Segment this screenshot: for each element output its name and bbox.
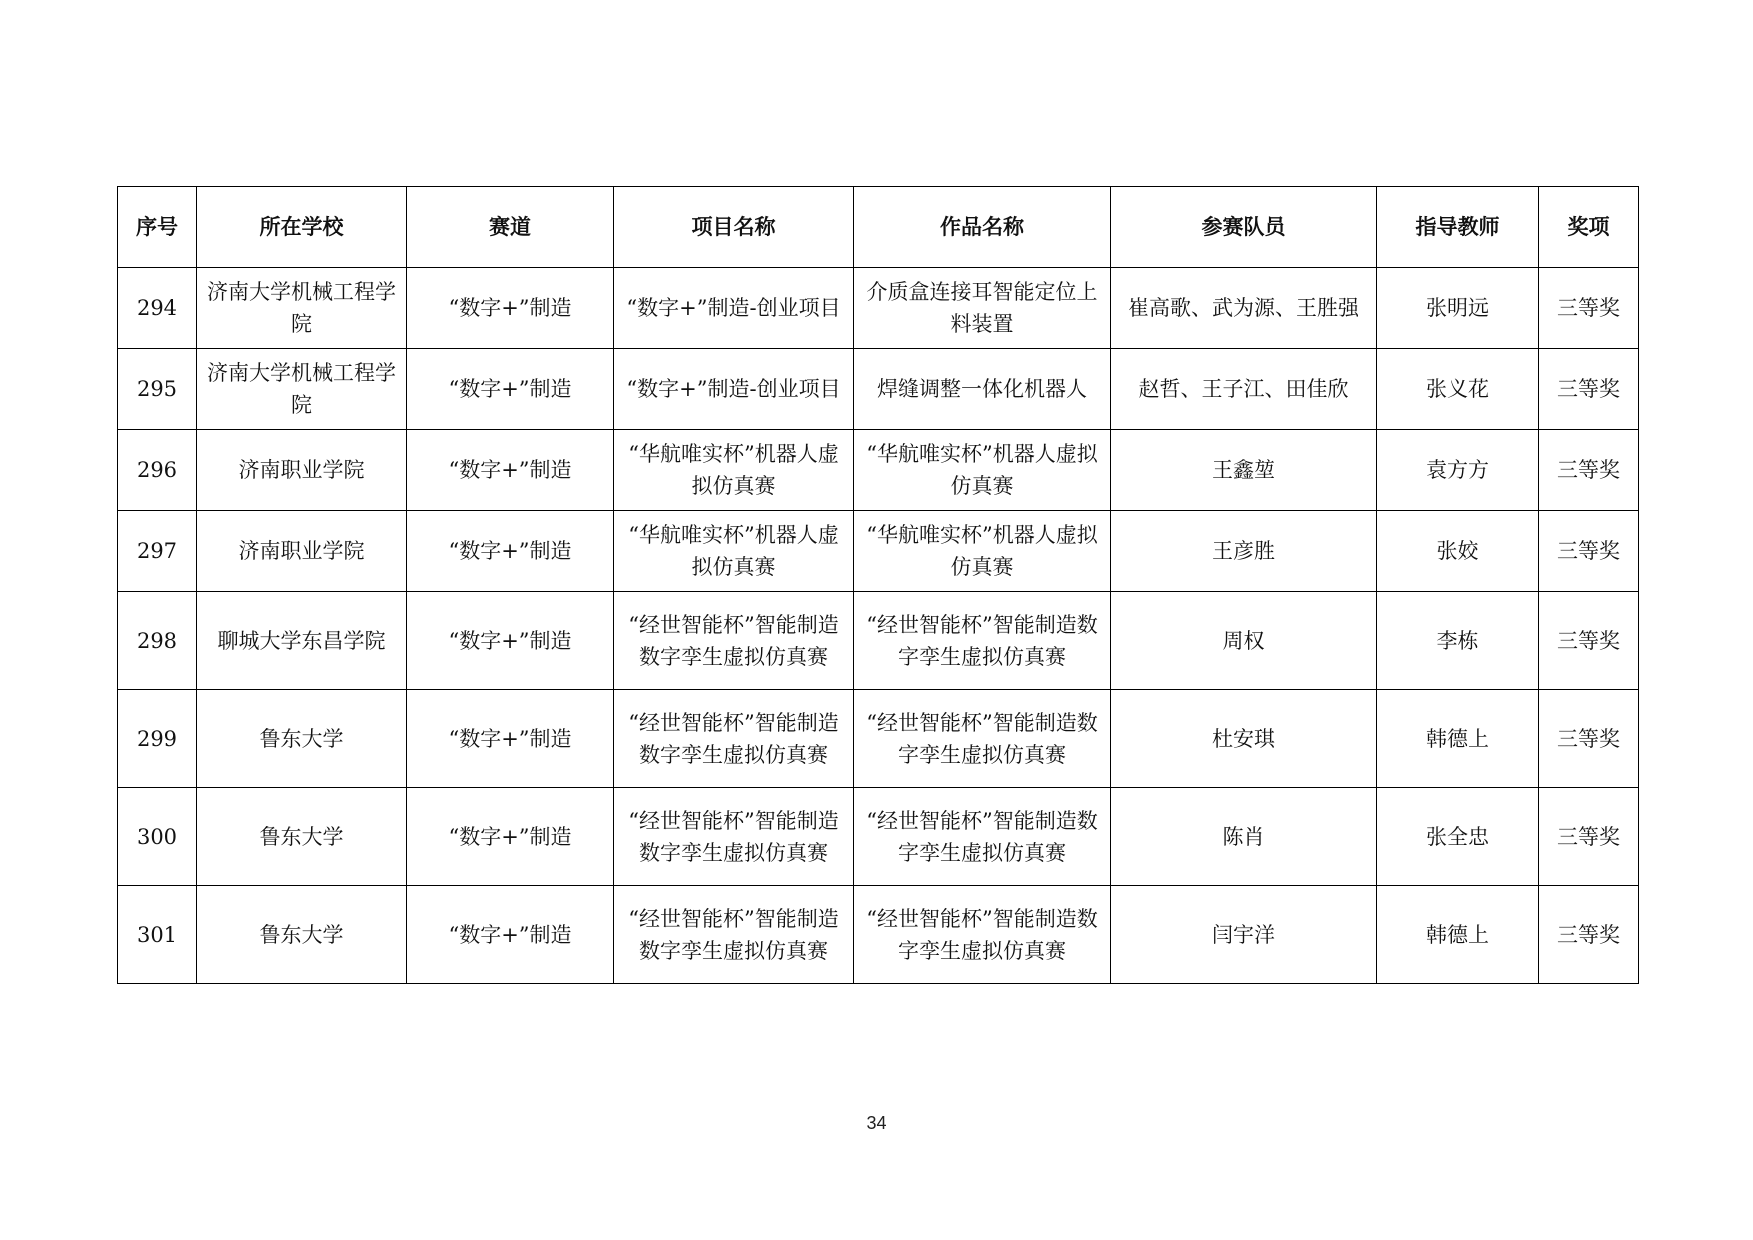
header-members: 参赛队员: [1111, 187, 1377, 268]
cell-school: 鲁东大学: [197, 690, 407, 788]
header-school: 所在学校: [197, 187, 407, 268]
table-row: [118, 788, 1639, 886]
cell-members: 陈肖: [1111, 788, 1377, 886]
cell-teacher: 张全忠: [1377, 788, 1539, 886]
cell-teacher: 袁方方: [1377, 430, 1539, 511]
cell-track: “数字+”制造: [407, 886, 614, 984]
cell-teacher: 韩德上: [1377, 886, 1539, 984]
cell-award: 三等奖: [1539, 268, 1639, 349]
cell-project: “数字+”制造-创业项目: [614, 268, 854, 349]
cell-award: 三等奖: [1539, 592, 1639, 690]
cell-school: 鲁东大学: [197, 886, 407, 984]
cell-school: 聊城大学东昌学院: [197, 592, 407, 690]
header-project: 项目名称: [614, 187, 854, 268]
table-header-row: [118, 187, 1639, 268]
cell-track: “数字+”制造: [407, 349, 614, 430]
header-teacher: 指导教师: [1377, 187, 1539, 268]
header-track: 赛道: [407, 187, 614, 268]
cell-teacher: 张义花: [1377, 349, 1539, 430]
cell-work: 介质盒连接耳智能定位上料装置: [854, 268, 1111, 349]
table-row: [118, 268, 1639, 349]
table-row: [118, 690, 1639, 788]
cell-track: “数字+”制造: [407, 268, 614, 349]
cell-teacher: 韩德上: [1377, 690, 1539, 788]
awards-table: [117, 186, 1639, 984]
cell-track: “数字+”制造: [407, 592, 614, 690]
cell-school: 济南职业学院: [197, 511, 407, 592]
table-row: [118, 349, 1639, 430]
cell-no: 294: [118, 268, 197, 349]
table-row: [118, 886, 1639, 984]
cell-work: “华航唯实杯”机器人虚拟仿真赛: [854, 511, 1111, 592]
cell-members: 崔高歌、武为源、王胜强: [1111, 268, 1377, 349]
cell-teacher: 李栋: [1377, 592, 1539, 690]
cell-school: 济南大学机械工程学院: [197, 349, 407, 430]
cell-members: 周权: [1111, 592, 1377, 690]
cell-teacher: 张姣: [1377, 511, 1539, 592]
cell-work: 焊缝调整一体化机器人: [854, 349, 1111, 430]
cell-members: 王彦胜: [1111, 511, 1377, 592]
cell-award: 三等奖: [1539, 788, 1639, 886]
cell-no: 296: [118, 430, 197, 511]
cell-project: “经世智能杯”智能制造数字孪生虚拟仿真赛: [614, 886, 854, 984]
cell-track: “数字+”制造: [407, 511, 614, 592]
cell-track: “数字+”制造: [407, 788, 614, 886]
table-row: [118, 430, 1639, 511]
cell-project: “数字+”制造-创业项目: [614, 349, 854, 430]
cell-no: 295: [118, 349, 197, 430]
cell-award: 三等奖: [1539, 886, 1639, 984]
table-row: [118, 511, 1639, 592]
cell-members: 闫宇洋: [1111, 886, 1377, 984]
cell-award: 三等奖: [1539, 690, 1639, 788]
cell-award: 三等奖: [1539, 430, 1639, 511]
cell-project: “经世智能杯”智能制造数字孪生虚拟仿真赛: [614, 690, 854, 788]
cell-no: 300: [118, 788, 197, 886]
cell-school: 济南职业学院: [197, 430, 407, 511]
page-number: 34: [866, 1113, 887, 1133]
header-award: 奖项: [1539, 187, 1639, 268]
table-row: [118, 592, 1639, 690]
cell-project: “华航唯实杯”机器人虚拟仿真赛: [614, 511, 854, 592]
cell-track: “数字+”制造: [407, 430, 614, 511]
cell-work: “经世智能杯”智能制造数字孪生虚拟仿真赛: [854, 886, 1111, 984]
cell-project: “经世智能杯”智能制造数字孪生虚拟仿真赛: [614, 788, 854, 886]
cell-no: 301: [118, 886, 197, 984]
cell-teacher: 张明远: [1377, 268, 1539, 349]
cell-work: “经世智能杯”智能制造数字孪生虚拟仿真赛: [854, 592, 1111, 690]
cell-school: 鲁东大学: [197, 788, 407, 886]
cell-no: 299: [118, 690, 197, 788]
cell-no: 297: [118, 511, 197, 592]
cell-members: 杜安琪: [1111, 690, 1377, 788]
cell-no: 298: [118, 592, 197, 690]
cell-school: 济南大学机械工程学院: [197, 268, 407, 349]
cell-project: “华航唯实杯”机器人虚拟仿真赛: [614, 430, 854, 511]
cell-track: “数字+”制造: [407, 690, 614, 788]
header-work: 作品名称: [854, 187, 1111, 268]
cell-project: “经世智能杯”智能制造数字孪生虚拟仿真赛: [614, 592, 854, 690]
cell-members: 王鑫堃: [1111, 430, 1377, 511]
header-no: 序号: [118, 187, 197, 268]
cell-members: 赵哲、王子江、田佳欣: [1111, 349, 1377, 430]
cell-award: 三等奖: [1539, 511, 1639, 592]
cell-work: “经世智能杯”智能制造数字孪生虚拟仿真赛: [854, 788, 1111, 886]
cell-award: 三等奖: [1539, 349, 1639, 430]
cell-work: “经世智能杯”智能制造数字孪生虚拟仿真赛: [854, 690, 1111, 788]
cell-work: “华航唯实杯”机器人虚拟仿真赛: [854, 430, 1111, 511]
